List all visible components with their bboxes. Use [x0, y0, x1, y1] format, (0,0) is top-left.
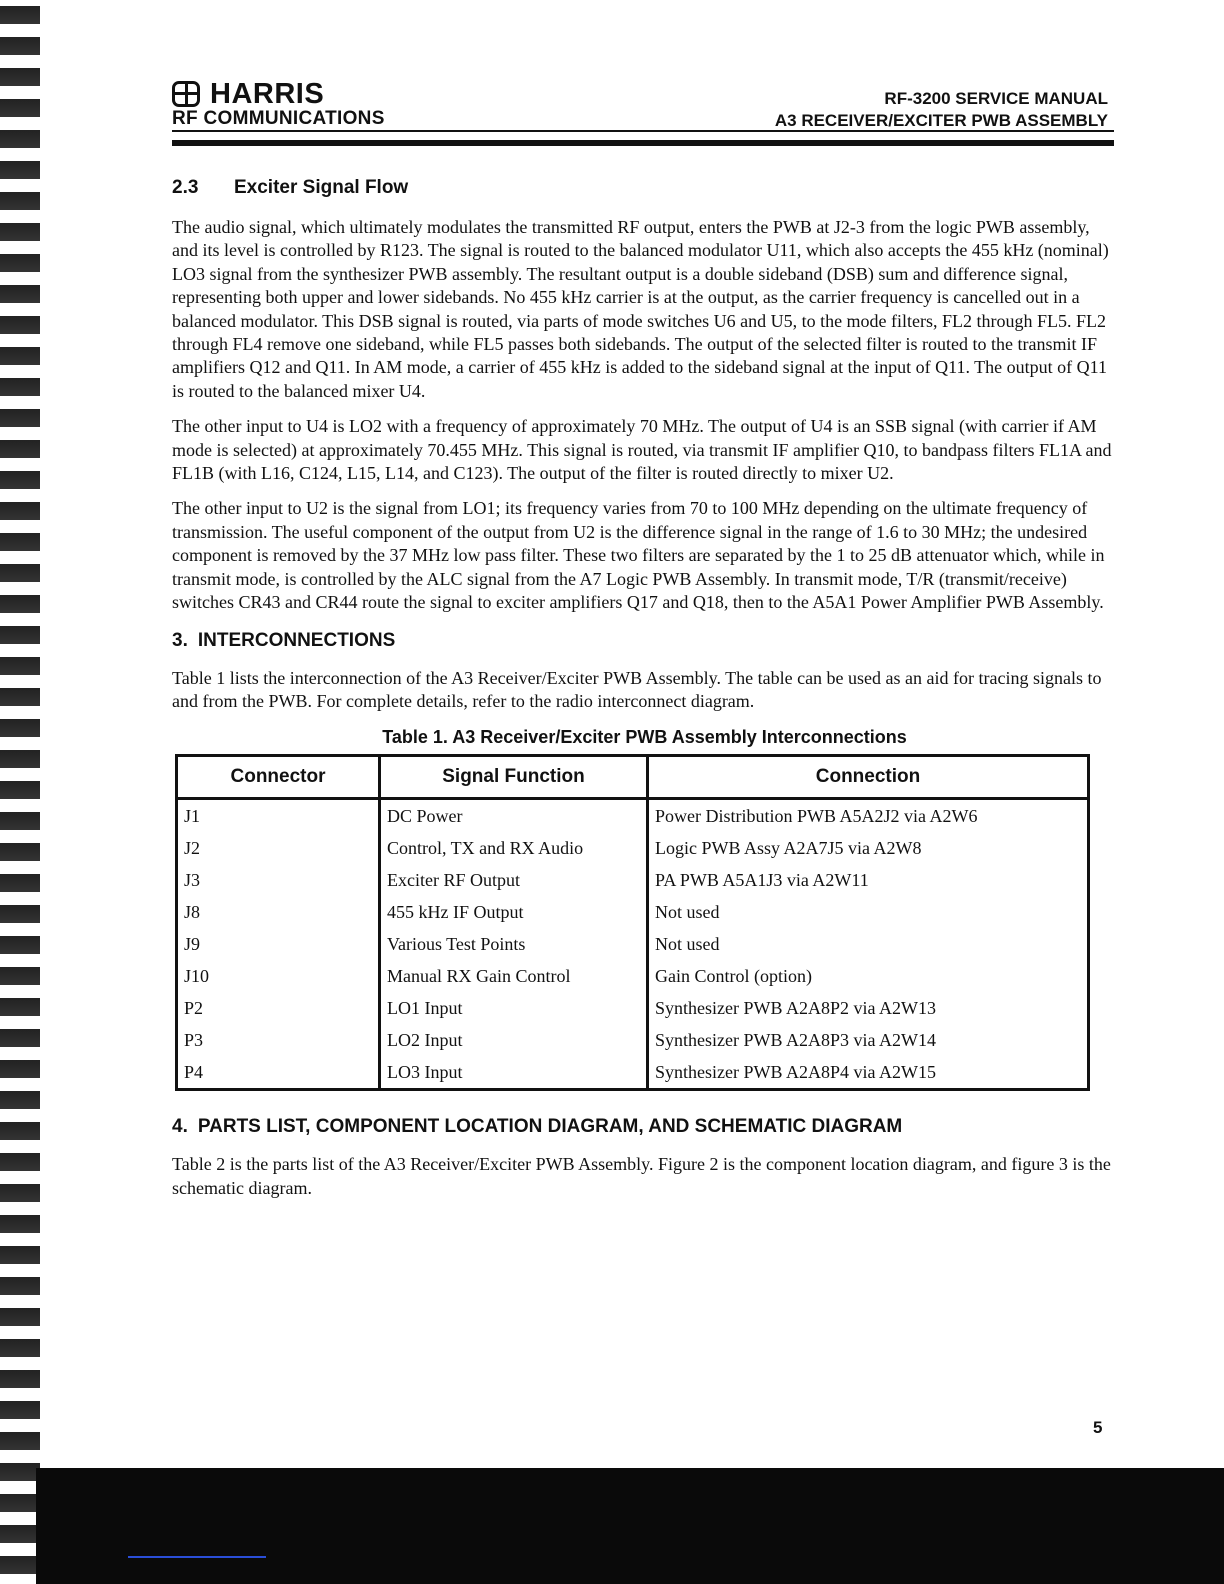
- section-4-heading: [172, 1115, 1117, 1139]
- table-cell: J1: [177, 799, 380, 833]
- section-3-heading: [172, 629, 1117, 653]
- table-cell: J3: [177, 864, 380, 896]
- table-cell: LO1 Input: [380, 992, 648, 1024]
- table-row: [177, 928, 1089, 960]
- manual-title: RF-3200 SERVICE MANUAL: [884, 89, 1108, 108]
- table-cell: J2: [177, 832, 380, 864]
- section-2-3-heading: [172, 176, 1117, 200]
- table-cell: Logic PWB Assy A2A7J5 via A2W8: [655, 837, 922, 858]
- division-name: RF COMMUNICATIONS: [172, 108, 385, 129]
- table-cell: J8: [177, 896, 380, 928]
- table-cell: P4: [177, 1056, 380, 1090]
- table-row: [177, 864, 1089, 896]
- section-number: 2.3: [172, 177, 199, 198]
- spiral-binding: [0, 0, 40, 1584]
- table-cell: Exciter RF Output: [380, 864, 648, 896]
- scan-artifact-line: [128, 1556, 266, 1558]
- table-cell: Control, TX and RX Audio: [380, 832, 648, 864]
- table-row: [177, 1056, 1089, 1090]
- table-cell: P3: [177, 1024, 380, 1056]
- paragraph: The other input to U2 is the signal from LO1; its frequency varies from 70 to 100 MHz depending on the ultimate frequency of transmission. The useful component of the output from U2 is the difference signal in the range of 1.6 to 30 MHz; the undesired component is removed by the 37 MHz low pass filter. These two filters are separated by the 1 to 25 dB attenuator which, while in transmit mode, is controlled by the ALC signal from the A7 Logic PWB Assembly. In transmit mode, T/R (transmit/receive) switches CR43 and CR44 route the signal to exciter amplifiers Q17 and Q18, then to the A5A1 Power Amplifier PWB Assembly.: [172, 498, 1105, 613]
- table-cell: Not used: [655, 901, 720, 922]
- table-row: [177, 960, 1089, 992]
- manual-subtitle: A3 RECEIVER/EXCITER PWB ASSEMBLY: [774, 111, 1108, 130]
- section-title: INTERCONNECTIONS: [197, 629, 396, 651]
- table-cell: 455 kHz IF Output: [380, 896, 648, 928]
- table-cell: DC Power: [380, 799, 648, 833]
- table-row: [177, 832, 1089, 864]
- column-header: Signal Function: [380, 756, 648, 799]
- table-caption: Table 1. A3 Receiver/Exciter PWB Assembly Interconnections: [382, 727, 907, 748]
- harris-logo-icon: [172, 81, 200, 107]
- table-cell: Various Test Points: [380, 928, 648, 960]
- table-cell: J9: [177, 928, 380, 960]
- table-cell: LO3 Input: [380, 1056, 648, 1090]
- interconnections-table: [175, 754, 1090, 1091]
- table-cell: P2: [177, 992, 380, 1024]
- page-content: [172, 176, 1117, 1212]
- column-header: Connector: [177, 756, 380, 799]
- table-row: [177, 799, 1089, 833]
- section-number: 3.: [172, 629, 188, 651]
- table-cell: J10: [177, 960, 380, 992]
- section-title: PARTS LIST, COMPONENT LOCATION DIAGRAM, AND SCHEMATIC DIAGRAM: [197, 1116, 903, 1138]
- header-rule-thin: [172, 130, 1114, 132]
- paragraph: Table 1 lists the interconnection of the A3 Receiver/Exciter PWB Assembly. The table can be used as an aid for tracing signals to and from the PWB. For complete details, refer to the radio interconnect diagram.: [172, 667, 1102, 711]
- header-rule-thick: [172, 140, 1114, 146]
- paragraph: Table 2 is the parts list of the A3 Receiver/Exciter PWB Assembly. Figure 2 is the component location diagram, and figure 3 is the schematic diagram.: [172, 1154, 1111, 1198]
- table-row: [177, 1024, 1089, 1056]
- table-cell: PA PWB A5A1J3 via A2W11: [655, 869, 869, 890]
- table-cell: Power Distribution PWB A5A2J2 via A2W6: [655, 805, 978, 826]
- table-row: [177, 896, 1089, 928]
- table-cell: Gain Control (option): [655, 965, 812, 986]
- column-header: Connection: [648, 756, 1089, 799]
- section-number: 4.: [172, 1116, 188, 1138]
- table-header-row: [177, 756, 1089, 799]
- table-cell: Manual RX Gain Control: [380, 960, 648, 992]
- table-cell: LO2 Input: [380, 1024, 648, 1056]
- section-title: Exciter Signal Flow: [234, 177, 409, 198]
- scan-bottom-border: [36, 1468, 1224, 1584]
- table-cell: Not used: [655, 933, 720, 954]
- paragraph: The audio signal, which ultimately modulates the transmitted RF output, enters the PWB at J2-3 from the logic PWB assembly, and its level is controlled by R123. The signal is routed to the balanced modulator U11, which also accepts the 455 kHz (nominal) LO3 signal from the synthesizer PWB assembly. The resultant output is a double sideband (DSB) sum and difference signal, representing both upper and lower sidebands. No 455 kHz carrier is at the output, as the carrier frequency is cancelled out in a balanced modulator. This DSB signal is routed, via parts of mode switches U6 and U5, to the mode filters, FL2 through FL5. FL2 through FL4 remove one sideband, while FL5 passes both sidebands. The output of the selected filter is routed to the transmit IF amplifiers Q12 and Q11. In AM mode, a carrier of 455 kHz is added to the sideband signal at the input of Q11. The output of Q11 is routed to the balanced mixer U4.: [172, 217, 1109, 401]
- logo-row: [172, 80, 324, 108]
- table-row: [177, 992, 1089, 1024]
- table-cell: Synthesizer PWB A2A8P3 via A2W14: [655, 1029, 936, 1050]
- page-number: 5: [1093, 1418, 1103, 1437]
- paragraph: The other input to U4 is LO2 with a frequency of approximately 70 MHz. The output of U4 is an SSB signal (with carrier if AM mode is selected) at approximately 70.455 MHz. This signal is routed, via transmit IF amplifier Q10, to bandpass filters FL1A and FL1B (with L16, C124, L15, L14, and C123). The output of the filter is routed directly to mixer U2.: [172, 416, 1112, 484]
- brand-name: HARRIS: [210, 78, 325, 110]
- table-cell: Synthesizer PWB A2A8P4 via A2W15: [655, 1061, 936, 1082]
- table-cell: Synthesizer PWB A2A8P2 via A2W13: [655, 997, 936, 1018]
